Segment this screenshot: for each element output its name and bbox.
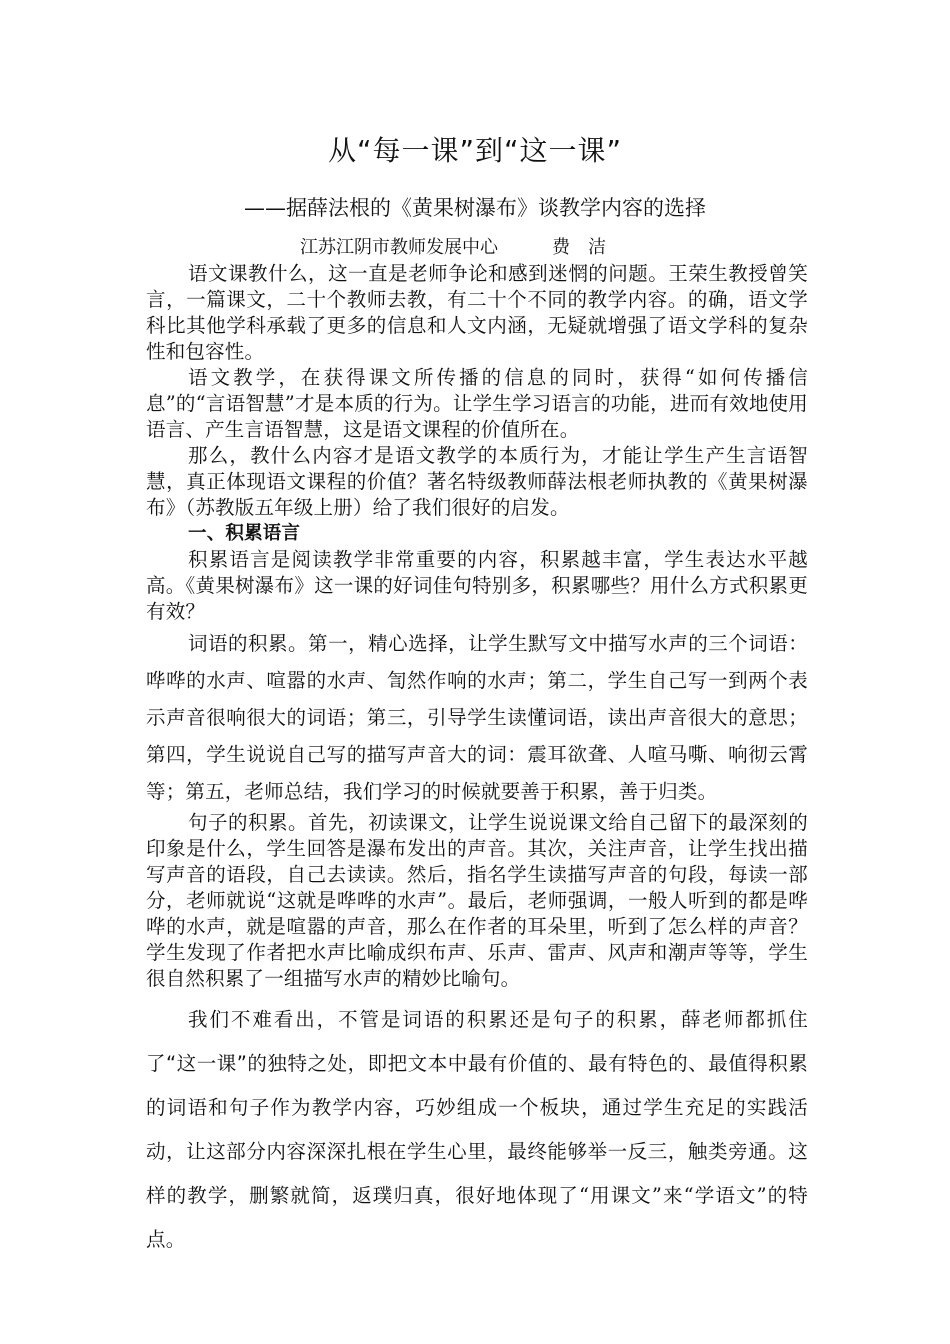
paragraph-4: 积累语言是阅读教学非常重要的内容，积累越丰富，学生表达水平越高。《黄果树瀑布》这一课的好词佳句特别多，积累哪些？用什么方式积累更有效？ bbox=[146, 548, 808, 623]
paragraph-7-part-3: 都抓住了“这一课”的独特之处， bbox=[146, 1008, 808, 1075]
paragraph-3: 那么，教什么内容才是语文教学的本质行为，才能让学生产生言语智慧，真正体现语文课程的价值？著名特级教师薛法根老师执教的《黄果树瀑布》（苏教版五年级上册）给了我们很好的启发。 bbox=[146, 444, 808, 519]
author-line: 江苏江阴市教师发展中心 费 洁 bbox=[300, 237, 606, 258]
document-subtitle: ——据薛法根的《黄果树瀑布》谈教学内容的选择 bbox=[244, 196, 706, 220]
paragraph-1: 语文课教什么，这一直是老师争论和感到迷惘的问题。王荣生教授曾笑言，一篇课文，二十个教师去教，有二十个不同的教学内容。的确，语文学科比其他学科承载了更多的信息和人文内涵，无疑就增强了语文学科的复杂性和包容性。 bbox=[146, 262, 808, 363]
section-heading: 一、积累语言 bbox=[188, 523, 301, 544]
document-title: 从“每一课”到“这一课” bbox=[327, 134, 623, 167]
paragraph-5 bbox=[146, 625, 808, 810]
paragraph-7-part-2: 薛老师 bbox=[681, 1008, 746, 1031]
paragraph-5-part-1: 词语的积累。第一，精心选择，让学生默写文中描写水声的三个词语： bbox=[188, 632, 808, 655]
paragraph-7 bbox=[146, 998, 808, 1262]
paragraph-5-part-2: 、喧嚣的水声、訇然作响的水声；第二，学生自己写一到两个表示声音很响很大的词语；第三，引导学生读懂词语，读出声音很大的意思；第四，学生说说自己写的描写声音大的词：震耳欲聋、人喧马嘶、响彻云霄等；第五，老师总结，我们学习的时候就要善于积累，善于归类。 bbox=[146, 669, 808, 803]
article-body bbox=[146, 261, 808, 1262]
paragraph-2: 语文教学，在获得课文所传播的信息的同时，获得“如何传播信息”的“言语智慧”才是本质的行为。让学生学习语言的功能，进而有效地使用语言、产生言语智慧，这是语文课程的价值所在。 bbox=[146, 366, 808, 441]
paragraph-7-part-4: 即把文本中最有价值的、最有特色的、最值得积累的词语和句子作为教学内容，巧妙组成一个板块，通过学生充足的实践活动，让这部分内容深深扎根在学生心里，最终能够举一反三，触类旁通。 bbox=[146, 1052, 808, 1163]
paragraph-7-part-1: 我们不难看出，不管是词语的积累还是句子的积累， bbox=[188, 1008, 682, 1031]
paragraph-7-part-5: 这样的教学，删繁就简， bbox=[146, 1140, 808, 1207]
paragraph-7-part-6: 返璞归真，很好地体现了“用课文”来“学语文”的特点。 bbox=[146, 1184, 808, 1251]
paragraph-6: 句子的积累。首先，初读课文，让学生说说课文给自己留下的最深刻的印象是什么，学生回答是瀑布发出的声音。其次，关注声音，让学生找出描写声音的语段，自己去读读。然后，指名学生读描写声音的句段，每读一部分，老师就说“这就是哗哗的水声”。最后，老师强调，一般人听到的都是哗哗的水声，就是喧嚣的声音，那么在作者的耳朵里，听到了怎么样的声音？学生发现了作者把水声比喻成织布声、乐声、雷声、风声和潮声等等，学生很自然积累了一组描写水声的精妙比喻句。 bbox=[146, 811, 808, 990]
paragraph-5-emphasis: 哗哗的水声 bbox=[146, 669, 247, 692]
